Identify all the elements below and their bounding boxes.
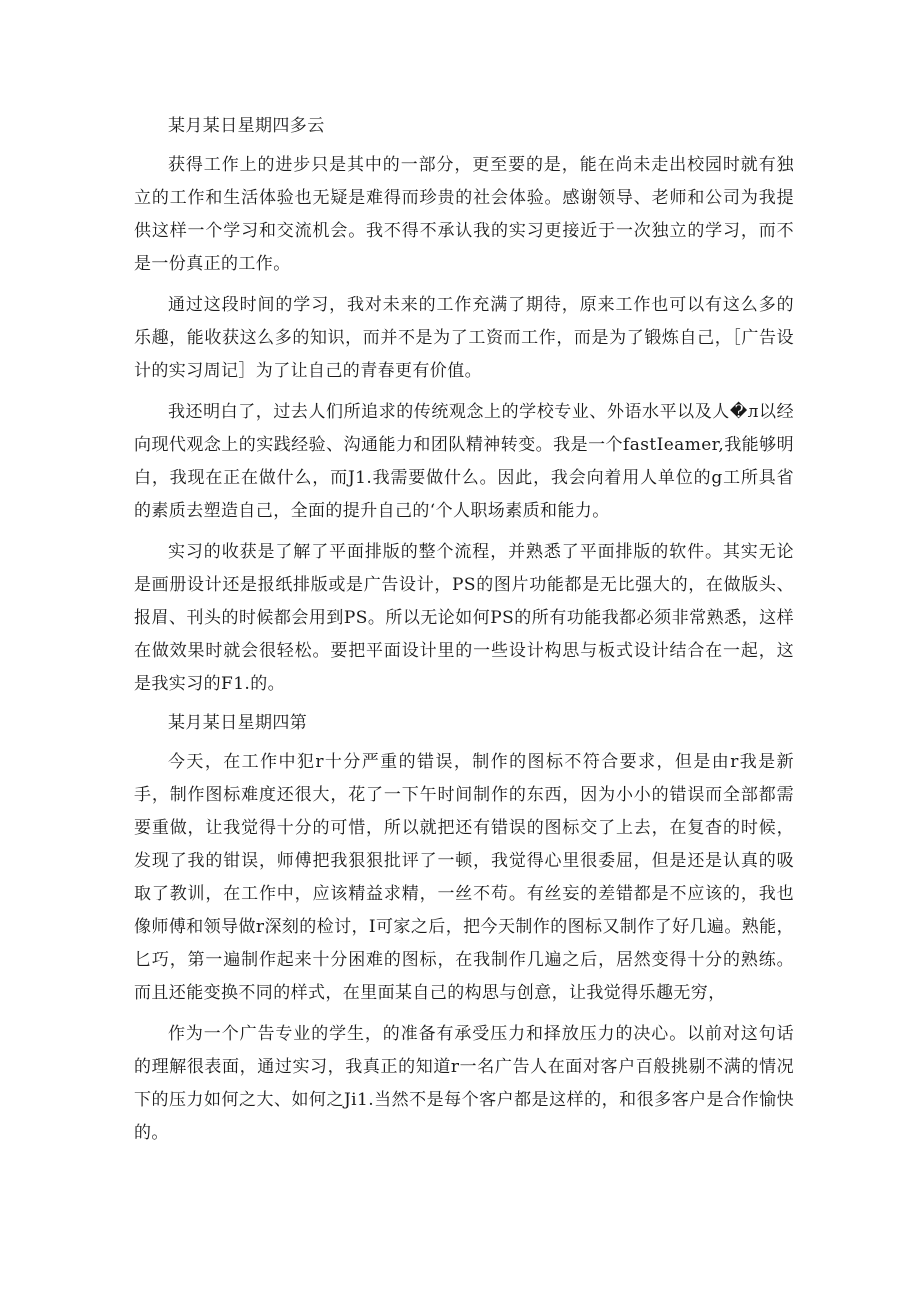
date-heading-2: 某月某日星期四第 bbox=[168, 713, 308, 733]
paragraph-1: 获得工作上的进步只是其中的一部分，更至要的是，能在尚未走出校园时就有独立的工作和生活体验也无疑是难得而珍贵的社会体验。感谢领导、老师和公司为我提供这样一个学习和交流机会。我不得不承认我的实习更接近于一次独立的学习，而不是一份真正的工作。 bbox=[134, 155, 794, 274]
paragraph-4: 实习的收获是了解了平面排版的整个流程，并熟悉了平面排版的软件。其实无论是画册设计还是报纸排版或是广告设计，PS的图片功能都是无比强大的，在做版头、报眉、刊头的时候都会用到PS。所以无论如何PS的所有功能我都必须非常熟悉，这样在做效果时就会很轻松。要把平面设计里的一些设计构思与板式设计结合在一起，这是我实习的F1.的。 bbox=[134, 542, 794, 694]
paragraph-5: 今天，在工作中犯r十分严重的错误，制作的图标不符合要求，但是由r我是新手，制作图标难度还很大，花了一下午时间制作的东西，因为小小的错误而全部都需要重做，让我觉得十分的可惜，所以就把还有错误的图标交了上去，在复杳的时候，发现了我的钳误，师傅把我狠狠批评了一顿，我觉得心里很委屈，但是还是认真的吸取了教训，在工作中，应该精益求精，一丝不苟。有丝妄的差错都是不应该的，我也像师傅和领导做r深刻的检讨，I可家之后，把今天制作的图标又制作了好几遍。熟能，匕巧，第一遍制作起来十分困难的图标，在我制作几遍之后，居然变得十分的熟练。而且还能变换不同的样式，在里面某自己的构思与创意，让我觉得乐趣无穷， bbox=[134, 752, 794, 1003]
document-body bbox=[134, 110, 794, 1150]
paragraph-2: 通过这段时间的学习，我对未来的工作充满了期待，原来工作也可以有这么多的乐趣，能收获这么多的知识，而并不是为了工资而工作，而是为了锻炼自己，［广告设计的实习周记］为了让自己的青春更有价值。 bbox=[134, 295, 794, 381]
paragraph-3: 我还明白了，过去人们所追求的传统观念上的学校专业、外语水平以及人�л以经向现代观念上的实践经验、沟通能力和团队精神转变。我是一个fastIeamer,我能够明白，我现在正在做什么，而J1.我需要做什么。因此，我会向着用人单位的g工所具省的素质去塑造自己，全面的提升自己的‘个人职场素质和能力。 bbox=[134, 402, 794, 521]
date-heading-1: 某月某日星期四多云 bbox=[168, 116, 325, 136]
paragraph-6: 作为一个广告专业的学生，的准备有承受压力和择放压力的决心。以前对这句话的理解很表面，通过实习，我真正的知道r一名广告人在面对客户百般挑剔不满的情况下的压力如何之大、如何之Ji1.当然不是每个客户都是这样的，和很多客户是合作愉快的。 bbox=[134, 1024, 794, 1143]
